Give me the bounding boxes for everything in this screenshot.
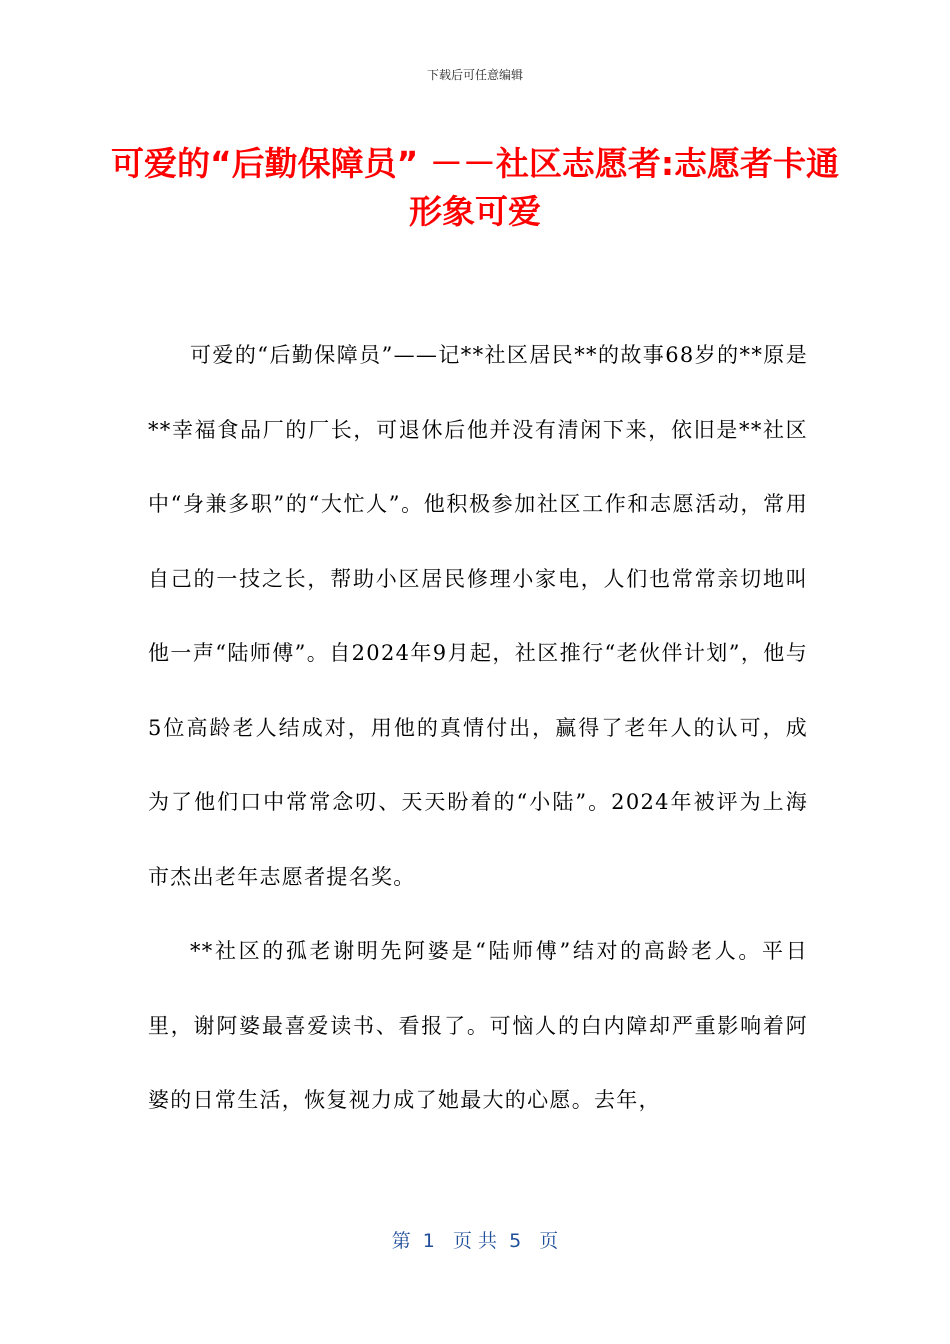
document-body <box>148 318 808 1138</box>
document-title: 可爱的“后勤保障员” －－社区志愿者:志愿者卡通形象可爱 <box>110 144 840 231</box>
page-number-footer: 第 1 页 共 5 页 <box>391 1230 559 1252</box>
paragraph-1: 可爱的“后勤保障员”——记**社区居民**的故事68岁的**原是**幸福食品厂的厂长，可退休后他并没有清闲下来，依旧是**社区中“身兼多职”的“大忙人”。他积极参加社区工作和志愿活动，常用自己的一技之长，帮助小区居民修理小家电，人们也常常亲切地叫他一声“陆师傅”。自2024年9月起，社区推行“老伙伴计划”，他与5位高龄老人结成对，用他的真情付出，赢得了老年人的认可，成为了他们口中常常念叨、天天盼着的“小陆”。2024年被评为上海市杰出老年志愿者提名奖。 <box>148 343 808 889</box>
paragraph-2: **社区的孤老谢明先阿婆是“陆师傅”结对的高龄老人。平日里，谢阿婆最喜爱读书、看报了。可恼人的白内障却严重影响着阿婆的日常生活，恢复视力成了她最大的心愿。去年， <box>148 939 808 1112</box>
header-note: 下载后可任意编辑 <box>426 68 523 82</box>
